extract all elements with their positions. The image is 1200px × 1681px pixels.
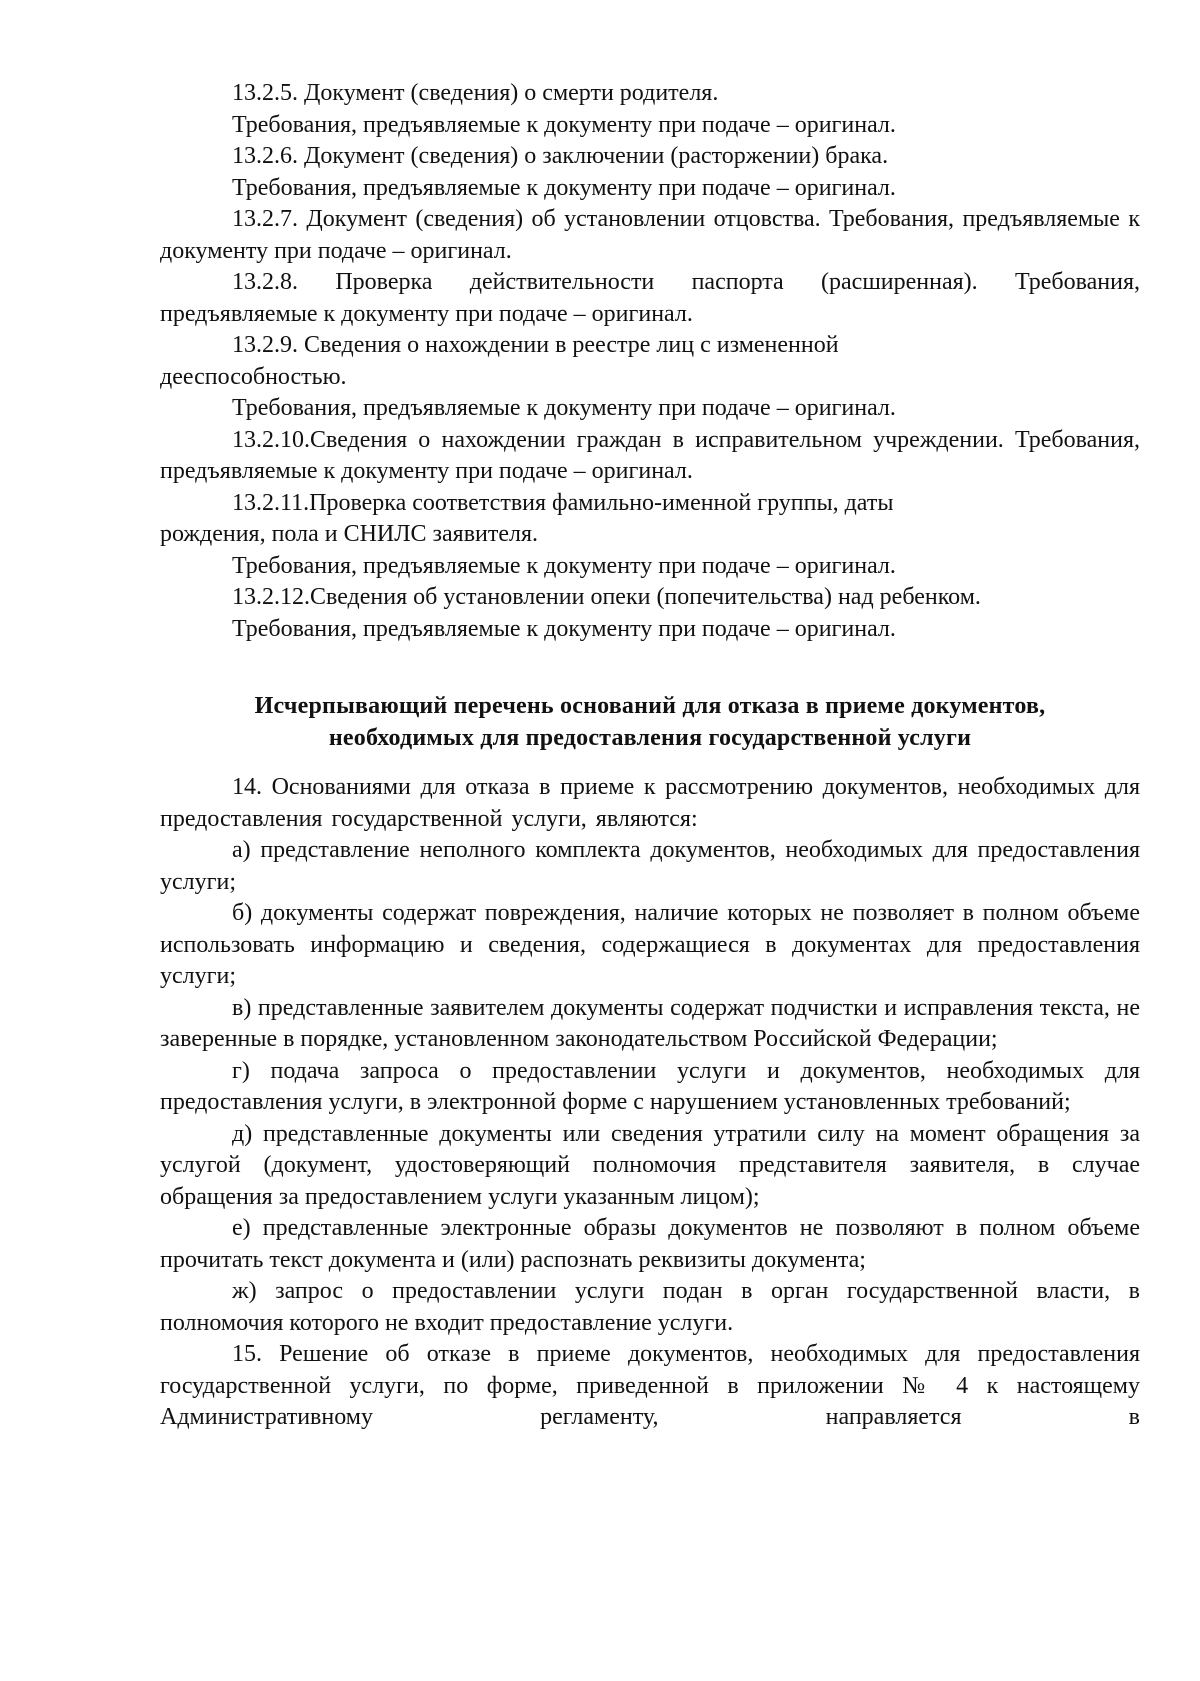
paragraph-item-d: д) представленные документы или сведения утратили силу на момент обращения за услугой (документ, удостоверяющий полномочия представителя заявителя, в случае обращения за предоставлением услуги указанным лицом); (160, 1120, 1140, 1210)
paragraph-item-b: б) документы содержат повреждения, наличие которых не позволяет в полном объеме использовать информацию и сведения, содержащиеся в документах для предоставления услуги; (160, 900, 1140, 989)
paragraph-item-e: е) представленные электронные образы документов не позволяют в полном объеме прочитать текст документа и (или) распознать реквизиты документа; (160, 1215, 1140, 1273)
paragraph-15: 15. Решение об отказе в приеме документов, необходимых для предоставления государственной услуги, по форме, приведенной в приложении № 4 к настоящему Административному регламенту, направляется в (160, 1341, 1140, 1430)
paragraph-13-2-5: 13.2.5. Документ (сведения) о смерти родителя. (232, 80, 719, 106)
paragraph-13-2-11: 13.2.11.Проверка соответствия фамильно-именной группы, даты рождения, пола и СНИЛС заявителя. (160, 489, 894, 547)
paragraph-requirements: Требования, предъявляемые к документу при подаче – оригинал. (232, 174, 896, 201)
section-heading (160, 690, 1140, 754)
requirements-list (160, 78, 1140, 645)
paragraph-requirements: Требования, предъявляемые к документу при подаче – оригинал. (232, 395, 896, 421)
paragraph-requirements: Требования, предъявляемые к документу при подаче – оригинал. (232, 111, 896, 138)
paragraph-13-2-10: 13.2.10.Сведения о нахождении граждан в исправительном учреждении. Требования, предъявляемые к документу при подаче – оригинал. (160, 426, 1140, 484)
paragraph-14: 14. Основаниями для отказа в приеме к рассмотрению документов, необходимых для предоставления государственной услуги, являются: (160, 774, 1140, 832)
section-heading-line-2: необходимых для предоставления государственной услуги (328, 725, 972, 751)
paragraph-13-2-7: 13.2.7. Документ (сведения) об установлении отцовства. Требования, предъявляемые к документу при подаче – оригинал. (160, 206, 1140, 264)
paragraph-item-a: а) представление неполного комплекта документов, необходимых для предоставления услуги; (160, 837, 1140, 895)
section-heading-line-1: Исчерпывающий перечень оснований для отказа в приеме документов, (254, 693, 1046, 719)
paragraph-13-2-8: 13.2.8. Проверка действительности паспорта (расширенная). Требования, предъявляемые к документу при подаче – оригинал. (160, 269, 1140, 327)
paragraph-13-2-12: 13.2.12.Сведения об установлении опеки (попечительства) над ребенком. (232, 584, 981, 610)
paragraph-requirements: Требования, предъявляемые к документу при подаче – оригинал. (232, 552, 896, 579)
paragraph-item-zh: ж) запрос о предоставлении услуги подан в орган государственной власти, в полномочия которого не входит предоставление услуги. (160, 1278, 1140, 1336)
paragraph-requirements: Требования, предъявляемые к документу при подаче – оригинал. (232, 615, 896, 642)
paragraph-item-g: г) подача запроса о предоставлении услуги и документов, необходимых для предоставления услуги, в электронной форме с нарушением установленных требований; (160, 1057, 1140, 1115)
paragraph-13-2-6: 13.2.6. Документ (сведения) о заключении (расторжении) брака. (232, 143, 889, 169)
paragraph-item-v: в) представленные заявителем документы содержат подчистки и исправления текста, не заверенные в порядке, установленном законодательством Российской Федерации; (160, 994, 1140, 1052)
refusal-grounds-list (160, 772, 1140, 1434)
paragraph-13-2-9: 13.2.9. Сведения о нахождении в реестре лиц с измененной дееспособностью. (160, 332, 839, 390)
